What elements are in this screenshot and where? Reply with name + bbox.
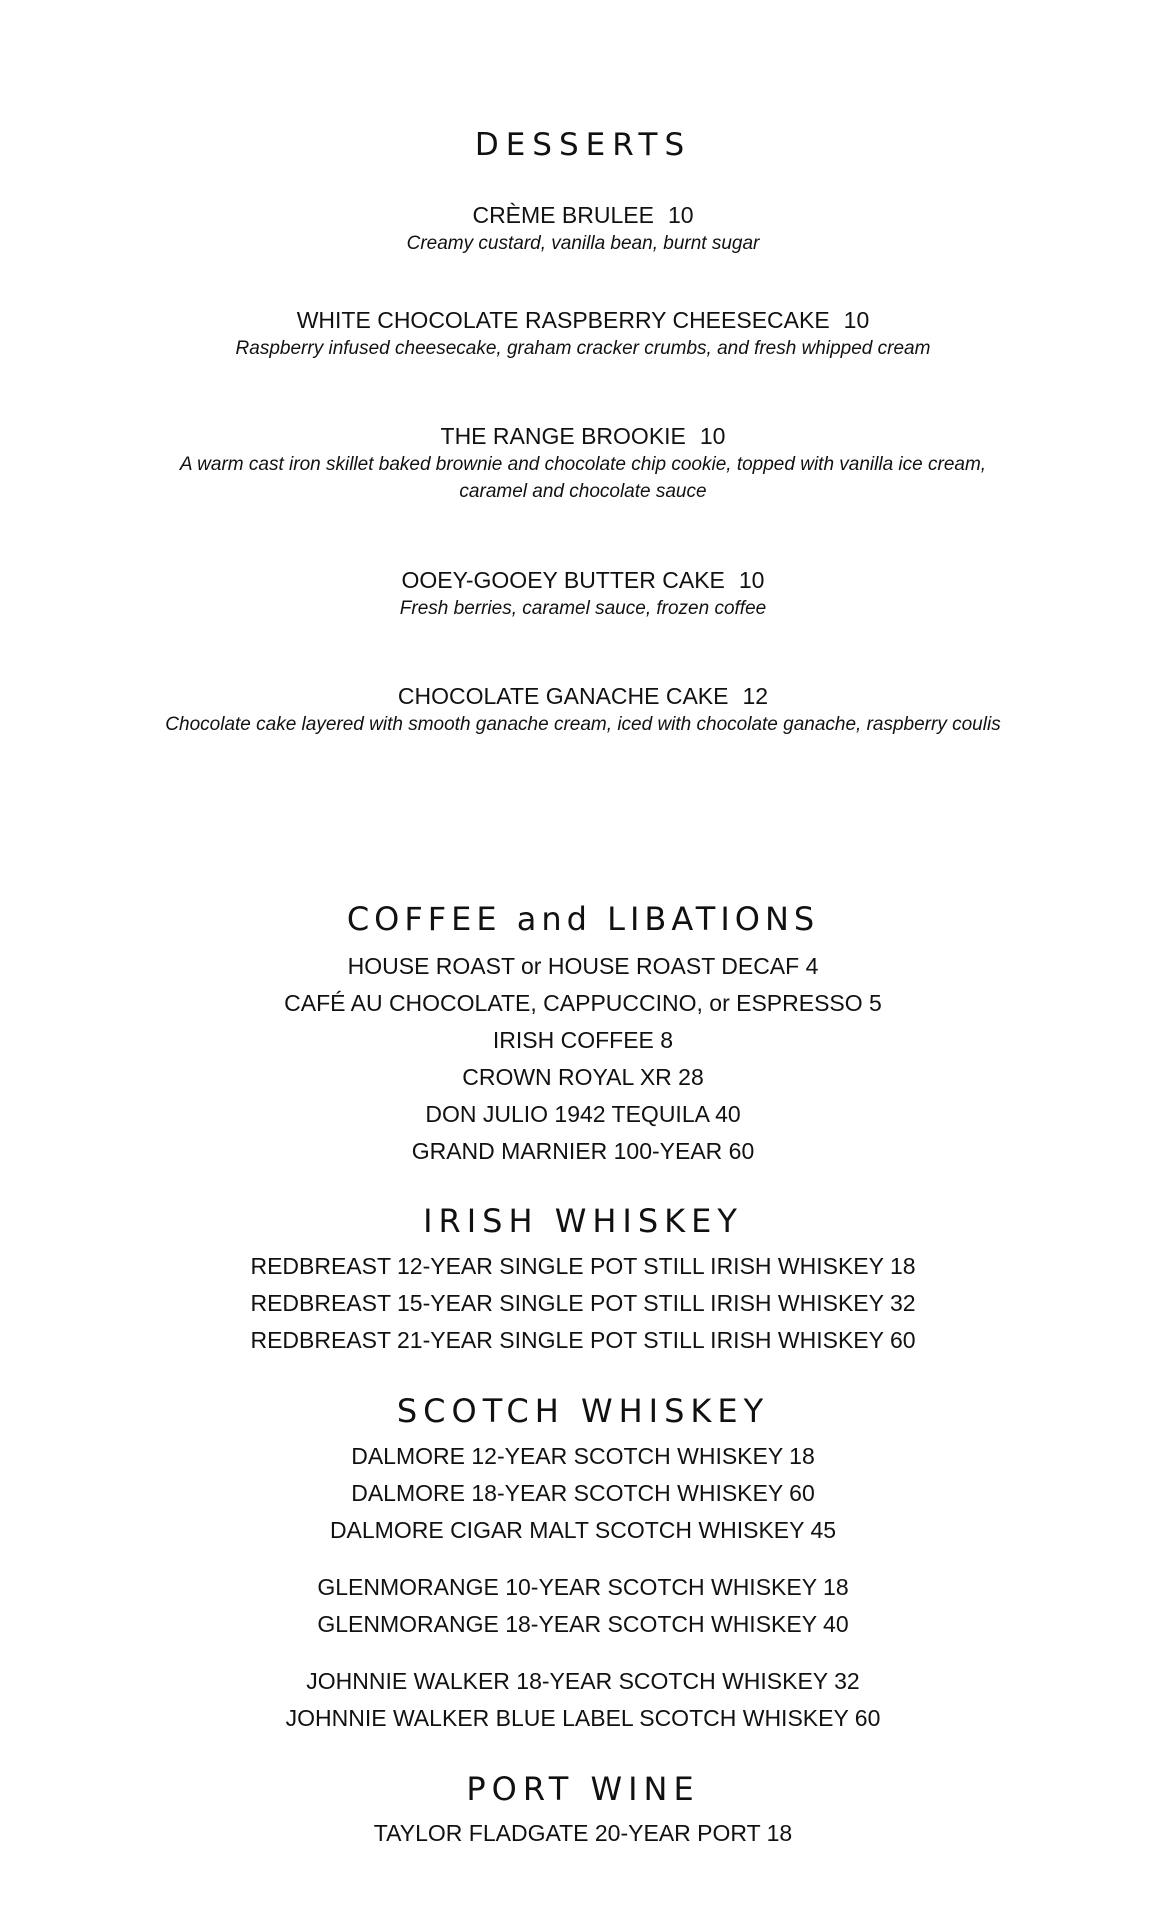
irish-whiskey-item: REDBREAST 21-YEAR SINGLE POT STILL IRISH WHISKEY 60 — [250, 1327, 916, 1353]
dessert-name — [60, 681, 1106, 711]
scotch-whiskey-item: JOHNNIE WALKER 18-YEAR SCOTCH WHISKEY 32 — [306, 1668, 860, 1694]
dessert-price: 10 — [699, 423, 726, 449]
dessert-item — [60, 200, 1106, 257]
desserts-heading: DESSERTS — [474, 127, 692, 163]
coffee-item: CAFÉ AU CHOCOLATE, CAPPUCCINO, or ESPRESSO 5 — [284, 990, 882, 1016]
irish-whiskey-item: REDBREAST 15-YEAR SINGLE POT STILL IRISH WHISKEY 32 — [250, 1290, 916, 1316]
scotch-whiskey-item: GLENMORANGE 10-YEAR SCOTCH WHISKEY 18 — [317, 1574, 849, 1600]
dessert-price: 10 — [738, 567, 765, 593]
dessert-price: 12 — [742, 683, 769, 709]
coffee-item: IRISH COFFEE 8 — [492, 1027, 674, 1053]
dessert-title: CRÈME BRULEE — [472, 202, 654, 228]
scotch-whiskey-heading: SCOTCH WHISKEY — [396, 1392, 770, 1430]
dessert-description-line-1: A warm cast iron skillet baked brownie and chocolate chip cookie, topped with vanilla ice cream, — [179, 454, 987, 475]
dessert-name — [60, 421, 1106, 451]
scotch-whiskey-item: GLENMORANGE 18-YEAR SCOTCH WHISKEY 40 — [317, 1611, 849, 1637]
dessert-description: Chocolate cake layered with smooth ganache cream, iced with chocolate ganache, raspberry coulis — [165, 714, 1001, 735]
coffee-item: DON JULIO 1942 TEQUILA 40 — [425, 1101, 741, 1127]
scotch-whiskey-item: DALMORE CIGAR MALT SCOTCH WHISKEY 45 — [329, 1517, 837, 1543]
dessert-title: WHITE CHOCOLATE RASPBERRY CHEESECAKE — [296, 307, 830, 333]
irish-whiskey-item: REDBREAST 12-YEAR SINGLE POT STILL IRISH WHISKEY 18 — [250, 1253, 916, 1279]
dessert-description: Fresh berries, caramel sauce, frozen coffee — [399, 598, 767, 619]
dessert-title: THE RANGE BROOKIE — [440, 423, 686, 449]
port-wine-item: TAYLOR FLADGATE 20-YEAR PORT 18 — [373, 1820, 793, 1846]
dessert-title: OOEY-GOOEY BUTTER CAKE — [401, 567, 725, 593]
dessert-item — [60, 681, 1106, 738]
dessert-description: Raspberry infused cheesecake, graham cracker crumbs, and fresh whipped cream — [235, 338, 931, 359]
dessert-price: 10 — [843, 307, 870, 333]
dessert-description: Creamy custard, vanilla bean, burnt sugar — [406, 233, 760, 254]
dessert-item — [60, 421, 1106, 505]
scotch-whiskey-item: DALMORE 18-YEAR SCOTCH WHISKEY 60 — [351, 1480, 815, 1506]
dessert-description-line-2: caramel and chocolate sauce — [459, 481, 707, 502]
coffee-item: CROWN ROYAL XR 28 — [462, 1064, 704, 1090]
dessert-item — [60, 305, 1106, 362]
dessert-name — [60, 565, 1106, 595]
dessert-name — [60, 200, 1106, 230]
coffee-item: HOUSE ROAST or HOUSE ROAST DECAF 4 — [347, 953, 819, 979]
scotch-whiskey-item: JOHNNIE WALKER BLUE LABEL SCOTCH WHISKEY 60 — [285, 1705, 881, 1731]
irish-whiskey-heading: IRISH WHISKEY — [423, 1202, 743, 1240]
dessert-name — [60, 305, 1106, 335]
coffee-heading: COFFEE and LIBATIONS — [346, 900, 820, 938]
dessert-title: CHOCOLATE GANACHE CAKE — [397, 683, 729, 709]
scotch-whiskey-item: DALMORE 12-YEAR SCOTCH WHISKEY 18 — [351, 1443, 815, 1469]
coffee-item: GRAND MARNIER 100-YEAR 60 — [411, 1138, 755, 1164]
port-wine-heading: PORT WINE — [466, 1770, 700, 1808]
dessert-price: 10 — [667, 202, 694, 228]
dessert-item — [60, 565, 1106, 622]
